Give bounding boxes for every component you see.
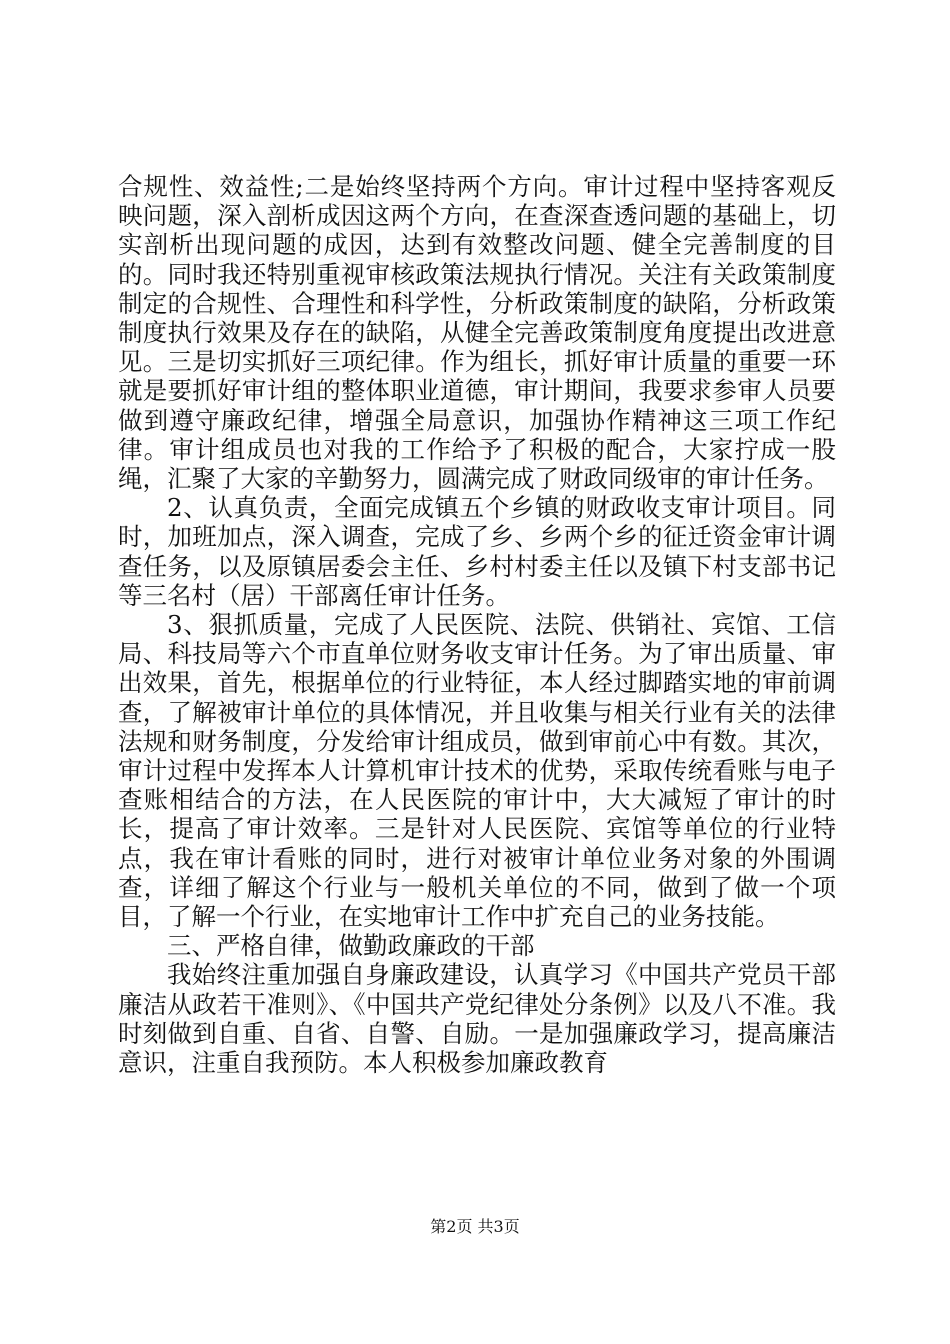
paragraph-item-2: 2、认真负责，全面完成镇五个乡镇的财政收支审计项目。同时，加班加点，深入调查，完成了乡、乡两个乡的征迁资金审计调查任务，以及原镇居委会主任、乡村村委主任以及镇下村支部书记等三名村（居）干部离任审计任务。 (118, 493, 836, 610)
paragraph-self-discipline: 我始终注重加强自身廉政建设，认真学习《中国共产党员干部廉洁从政若干准则》、《中国共产党纪律处分条例》以及八不准。我时刻做到自重、自省、自警、自励。一是加强廉政学习，提高廉洁意识，注重自我预防。本人积极参加廉政教育 (118, 960, 836, 1078)
paragraph-item-3: 3、狠抓质量，完成了人民医院、法院、供销社、宾馆、工信局、科技局等六个市直单位财务收支审计任务。为了审出质量、审出效果，首先，根据单位的行业特征，本人经过脚踏实地的审前调查，了解被审计单位的具体情况，并且收集与相关行业有关的法律法规和财务制度，分发给审计组成员，做到审前心中有数。其次，审计过程中发挥本人计算机审计技术的优势，采取传统看账与电子查账相结合的方法，在人民医院的审计中，大大减短了审计的时长，提高了审计效率。三是针对人民医院、宾馆等单位的行业特点，我在审计看账的同时，进行对被审计单位业务对象的外围调查，详细了解这个行业与一般机关单位的不同，做到了做一个项目，了解一个行业，在实地审计工作中扩充自己的业务技能。 (118, 610, 836, 932)
section-heading-3: 三、严格自律，做勤政廉政的干部 (167, 931, 535, 961)
page-number-label: 第2页 共3页 (430, 1217, 520, 1236)
paragraph-continuation: 合规性、效益性;二是始终坚持两个方向。审计过程中坚持客观反映问题，深入剖析成因这两个方向，在查深查透问题的基础上，切实剖析出现问题的成因，达到有效整改问题、健全完善制度的目的。同时我还特别重视审核政策法规执行情况。关注有关政策制度制定的合规性、合理性和科学性，分析政策制度的缺陷，分析政策制度执行效果及存在的缺陷，从健全完善政策制度角度提出改进意见。三是切实抓好三项纪律。作为组长，抓好审计质量的重要一环就是要抓好审计组的整体职业道德，审计期间，我要求参审人员要做到遵守廉政纪律，增强全局意识，加强协作精神这三项工作纪律。审计组成员也对我的工作给予了积极的配合，大家拧成一股绳，汇聚了大家的辛勤努力，圆满完成了财政同级审的审计任务。 (118, 172, 836, 494)
document-body (118, 172, 836, 1077)
page-footer (0, 1214, 950, 1237)
